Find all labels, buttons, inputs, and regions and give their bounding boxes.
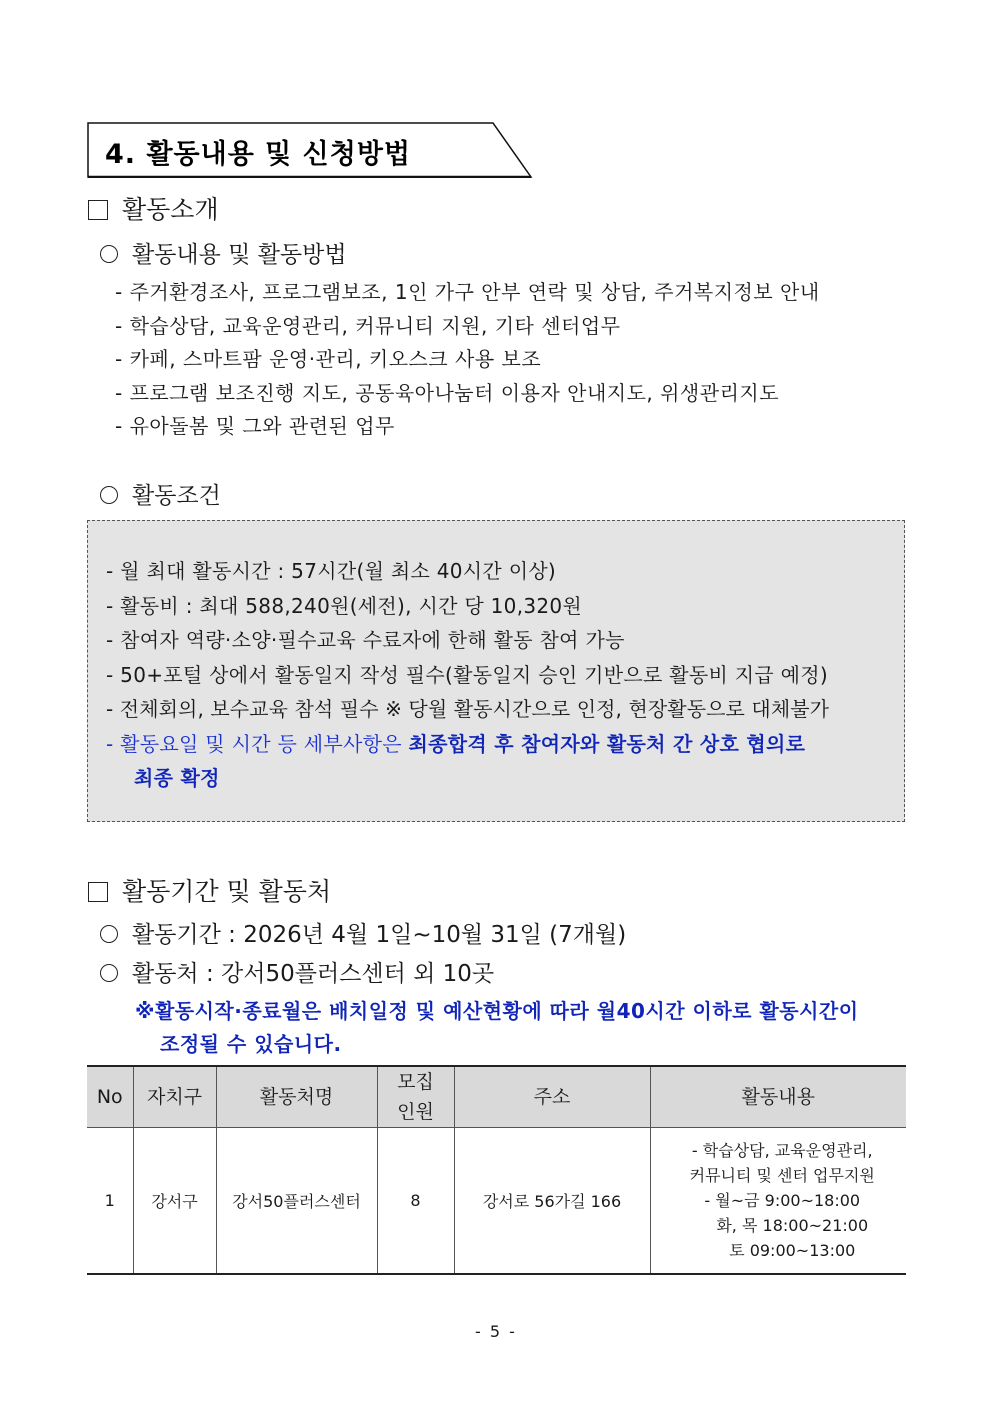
circle-bullet-icon (100, 486, 118, 504)
section-title-box (87, 122, 533, 178)
place-line (100, 955, 494, 988)
content-heading (100, 236, 347, 269)
conditions-heading (100, 477, 221, 510)
notice-line-2: 조정될 수 있습니다. (160, 1032, 342, 1056)
header-recruit-line-1: 모집 (397, 1071, 434, 1093)
content-item: - 카페, 스마트팜 운영·관리, 키오스크 사용 보조 (115, 347, 542, 371)
circle-bullet-icon (100, 964, 118, 982)
circle-bullet-icon (100, 245, 118, 263)
intro-heading (88, 190, 219, 226)
intro-heading-text: 활동소개 (122, 195, 219, 224)
section-title: 4. 활동내용 및 신청방법 (105, 139, 411, 170)
cell-recruit: 8 (377, 1128, 454, 1275)
activity-place-table (87, 1065, 906, 1275)
condition-item-highlight (106, 728, 805, 757)
activity-line: 화, 목 18:00~21:00 (716, 1216, 869, 1235)
cell-place: 강서50플러스센터 (216, 1128, 377, 1275)
conditions-heading-text: 활동조건 (132, 483, 221, 509)
page-number: - 5 - (475, 1322, 517, 1341)
activity-line: - 월~금 9:00~18:00 (704, 1191, 861, 1210)
period-line (100, 916, 626, 949)
activity-line: 토 09:00~13:00 (729, 1241, 856, 1260)
condition-item: - 월 최대 활동시간 : 57시간(월 최소 40시간 이상) (106, 559, 557, 583)
conditions-box (87, 520, 905, 822)
period-line-text: 활동기간 : 2026년 4월 1일~10월 31일 (7개월) (132, 922, 627, 948)
header-recruit (377, 1066, 454, 1128)
square-bullet-icon (88, 882, 108, 902)
condition-item: - 참여자 역량·소양·필수교육 수료자에 한해 활동 참여 가능 (106, 628, 625, 652)
cell-activity (650, 1128, 906, 1275)
content-item: - 학습상담, 교육운영관리, 커뮤니티 지원, 기타 센터업무 (115, 314, 621, 338)
circle-bullet-icon (100, 925, 118, 943)
place-line-text: 활동처 : 강서50플러스센터 외 10곳 (132, 961, 495, 987)
header-district: 자치구 (133, 1066, 216, 1128)
header-address: 주소 (454, 1066, 650, 1128)
content-item: - 유아돌봄 및 그와 관련된 업무 (115, 414, 395, 438)
condition-item: - 활동비 : 최대 588,240원(세전), 시간 당 10,320원 (106, 594, 583, 618)
content-item: - 주거환경조사, 프로그램보조, 1인 가구 안부 연락 및 상담, 주거복지정보 안내 (115, 280, 820, 304)
table-header-row (87, 1066, 906, 1128)
cell-no: 1 (87, 1128, 133, 1275)
activity-line: - 학습상담, 교육운영관리, (691, 1141, 873, 1160)
content-heading-text: 활동내용 및 활동방법 (132, 242, 347, 268)
condition-item: - 전체회의, 보수교육 참석 필수 ※ 당월 활동시간으로 인정, 현장활동으로 대체불가 (106, 697, 830, 721)
activity-line: 커뮤니티 및 센터 업무지원 (689, 1166, 875, 1185)
cell-district: 강서구 (133, 1128, 216, 1275)
header-place: 활동처명 (216, 1066, 377, 1128)
header-no: No (87, 1066, 133, 1128)
square-bullet-icon (88, 200, 108, 220)
header-recruit-line-2: 인원 (397, 1101, 434, 1123)
condition-item: - 50+포털 상에서 활동일지 작성 필수(활동일지 승인 기반으로 활동비 지급 예정) (106, 663, 829, 687)
condition-highlight-bold: 최종합격 후 참여자와 활동처 간 상호 협의로 (408, 732, 806, 756)
cell-address: 강서로 56가길 166 (454, 1128, 650, 1275)
content-item: - 프로그램 보조진행 지도, 공동육아나눔터 이용자 안내지도, 위생관리지도 (115, 381, 780, 405)
period-heading-text: 활동기간 및 활동처 (122, 877, 332, 906)
condition-highlight-prefix: - 활동요일 및 시간 등 세부사항은 (106, 732, 409, 756)
table-row (87, 1128, 906, 1275)
notice-line-1: ※활동시작·종료월은 배치일정 및 예산현황에 따라 월40시간 이하로 활동시간이 (135, 999, 859, 1023)
period-heading (88, 872, 331, 908)
header-activity: 활동내용 (650, 1066, 906, 1128)
condition-highlight-bold-2: 최종 확정 (134, 766, 220, 790)
